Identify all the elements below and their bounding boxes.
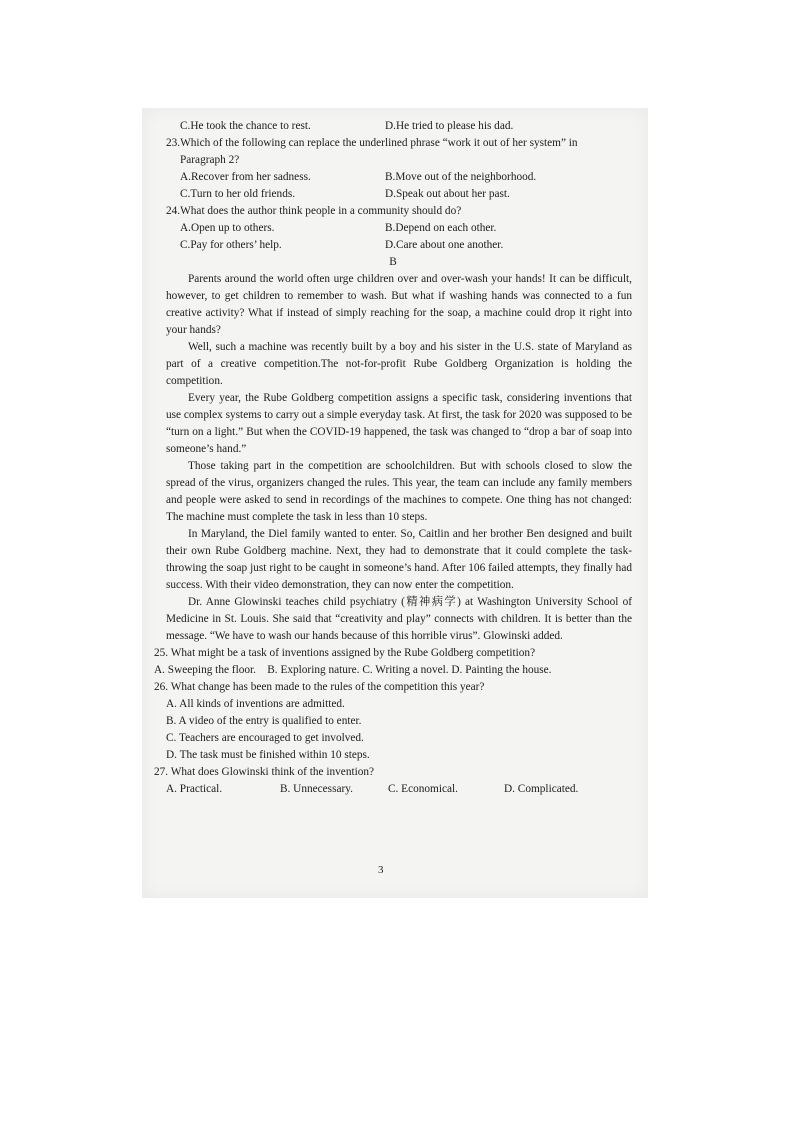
- passage-paragraph: Those taking part in the competition are schoolchildren. But with schools closed to slow the spread of the virus, organizers changed the rules. This year, the team can include any family members and people were asked to send in recordings of the machines to compete. One thing has not changed: The machine must complete the task in less than 10 steps.: [166, 460, 632, 523]
- q24-option-a: A.Open up to others.: [180, 222, 275, 234]
- q23-option-d: D.Speak out about her past.: [385, 188, 510, 200]
- q24-option-c: C.Pay for others’ help.: [180, 239, 282, 251]
- q27-option-d: D. Complicated.: [504, 783, 579, 795]
- passage-paragraph: In Maryland, the Diel family wanted to enter. So, Caitlin and her brother Ben designed and built their own Rube Goldberg machine. Next, they had to demonstrate that it could complete the task-throwing the soap just right to be caught in someone’s hand. After 106 failed attempts, they finally had success. With their video demonstration, they can now enter the competition.: [166, 528, 632, 591]
- q22-option-c: C.He took the chance to rest.: [180, 120, 311, 132]
- q23-option-b: B.Move out of the neighborhood.: [385, 171, 537, 183]
- q26-option-d: D. The task must be finished within 10 steps.: [166, 749, 370, 761]
- passage-paragraph: Dr. Anne Glowinski teaches child psychiatry (精神病学) at Washington University School of Medicine in St. Louis. She said that “creativity and play” connects with children. It is better than the message. “We have to wash our hands because of this horrible virus”. Glowinski added.: [166, 596, 632, 642]
- q23-options-ab: [154, 169, 632, 186]
- q24-option-d: D.Care about one another.: [385, 239, 504, 251]
- page-number: 3: [378, 864, 384, 876]
- q26-option-c: C. Teachers are encouraged to get involved.: [166, 732, 364, 744]
- q24-option-b: B.Depend on each other.: [385, 222, 497, 234]
- q27-stem: 27. What does Glowinski think of the invention?: [154, 766, 375, 778]
- q26-option-a: A. All kinds of inventions are admitted.: [166, 698, 345, 710]
- q24-options-cd: [154, 237, 632, 254]
- q27-option-a: A. Practical.: [166, 783, 223, 795]
- q23-stem-cont: Paragraph 2?: [180, 154, 240, 166]
- q22-option-d: D.He tried to please his dad.: [385, 120, 514, 132]
- q27-option-b: B. Unnecessary.: [280, 783, 353, 795]
- section-b-title: B: [389, 256, 397, 268]
- q26-option-b: B. A video of the entry is qualified to enter.: [166, 715, 362, 727]
- passage-paragraph: Parents around the world often urge children over and over-wash your hands! It can be difficult, however, to get children to remember to wash. But what if washing hands was connected to a fun creative activity? What if instead of simply reaching for the soap, a machine could drop it right into your hands?: [166, 273, 632, 336]
- q23-option-c: C.Turn to her old friends.: [180, 188, 296, 200]
- q24-stem: 24.What does the author think people in a community should do?: [166, 205, 462, 217]
- q25-stem: 25. What might be a task of inventions assigned by the Rube Goldberg competition?: [154, 647, 536, 659]
- q23-option-a: A.Recover from her sadness.: [180, 171, 311, 183]
- q24-options-ab: [154, 220, 632, 237]
- exam-content: [154, 118, 632, 798]
- q27-options: [154, 781, 632, 798]
- passage-paragraph: Well, such a machine was recently built by a boy and his sister in the U.S. state of Maryland as part of a creative competition.The not-for-profit Rube Goldberg Organization is holding the competition.: [166, 341, 632, 387]
- q22-options-cd: [154, 118, 632, 135]
- q25-options: A. Sweeping the floor. B. Exploring nature. C. Writing a novel. D. Painting the house.: [154, 664, 552, 676]
- q27-option-c: C. Economical.: [388, 783, 458, 795]
- q26-stem: 26. What change has been made to the rules of the competition this year?: [154, 681, 485, 693]
- q23-stem: 23.Which of the following can replace the underlined phrase “work it out of her system” in: [166, 137, 578, 149]
- passage-paragraph: Every year, the Rube Goldberg competition assigns a specific task, considering inventions that use complex systems to carry out a simple everyday task. At first, the task for 2020 was supposed to be “turn on a light.” But when the COVID-19 happened, the task was changed to “drop a bar of soap into someone’s hand.”: [166, 392, 632, 455]
- q23-options-cd: [154, 186, 632, 203]
